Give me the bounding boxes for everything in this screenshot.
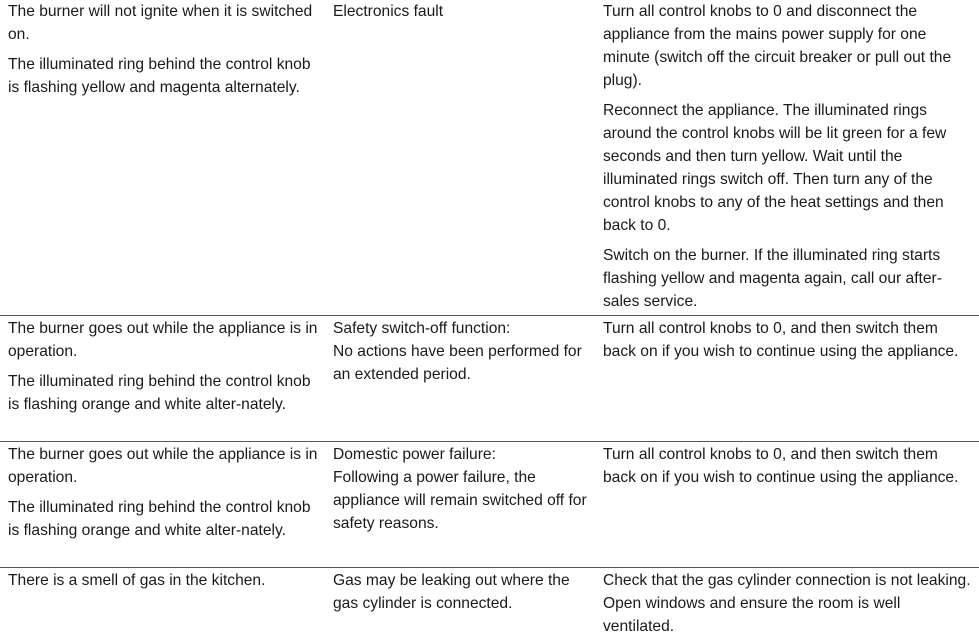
- table-row: [0, 315, 979, 441]
- remedy-text: Switch on the burner. If the illuminated ring starts flashing yellow and magenta again, call our after-sales service.: [603, 247, 942, 310]
- fault-text: The illuminated ring behind the control knob is flashing yellow and magenta alternately.: [8, 56, 311, 96]
- fault-text: The burner goes out while the appliance is in operation.: [8, 446, 318, 486]
- remedy-cell: [603, 0, 979, 315]
- cause-cell: [332, 0, 603, 315]
- cause-cell: [332, 442, 603, 567]
- fault-cell: [0, 316, 332, 441]
- cause-cell: [332, 316, 603, 441]
- fault-text: The burner goes out while the appliance is in operation.: [8, 320, 318, 360]
- fault-cell: [0, 0, 332, 315]
- remedy-text: Turn all control knobs to 0 and disconnect the appliance from the mains power supply for one minute (switch off the circuit breaker or pull out the plug).: [603, 3, 952, 89]
- cause-text: Gas may be leaking out where the gas cylinder is connected.: [333, 572, 570, 612]
- fault-text: The burner will not ignite when it is switched on.: [8, 3, 313, 43]
- table-row: [0, 441, 979, 567]
- remedy-text: Turn all control knobs to 0, and then switch them back on if you wish to continue using the appliance.: [603, 446, 959, 486]
- cause-text: Domestic power failure: Following a power failure, the appliance will remain switched off for safety reasons.: [333, 446, 587, 532]
- remedy-text: Turn all control knobs to 0, and then switch them back on if you wish to continue using the appliance.: [603, 320, 959, 360]
- fault-cell: [0, 568, 332, 640]
- cause-text: Safety switch-off function: No actions have been performed for an extended period.: [333, 320, 582, 383]
- fault-text: The illuminated ring behind the control knob is flashing orange and white alter-nately.: [8, 373, 311, 413]
- table-row: [0, 0, 979, 315]
- fault-cell: [0, 442, 332, 567]
- remedy-text: Reconnect the appliance. The illuminated rings around the control knobs will be lit green for a few seconds and then turn yellow. Wait until the illuminated rings switch off. Then turn any of the control knobs to any of the heat settings and then back to 0.: [603, 102, 947, 234]
- remedy-text: Check that the gas cylinder connection is not leaking. Open windows and ensure the room is well ventilated.: [603, 572, 971, 635]
- cause-cell: [332, 568, 603, 640]
- remedy-cell: [603, 442, 979, 567]
- fault-text: The illuminated ring behind the control knob is flashing orange and white alter-nately.: [8, 499, 311, 539]
- remedy-cell: [603, 568, 979, 640]
- remedy-cell: [603, 316, 979, 441]
- table-row: [0, 567, 979, 640]
- fault-text: There is a smell of gas in the kitchen.: [8, 572, 266, 589]
- cause-text: Electronics fault: [333, 3, 444, 20]
